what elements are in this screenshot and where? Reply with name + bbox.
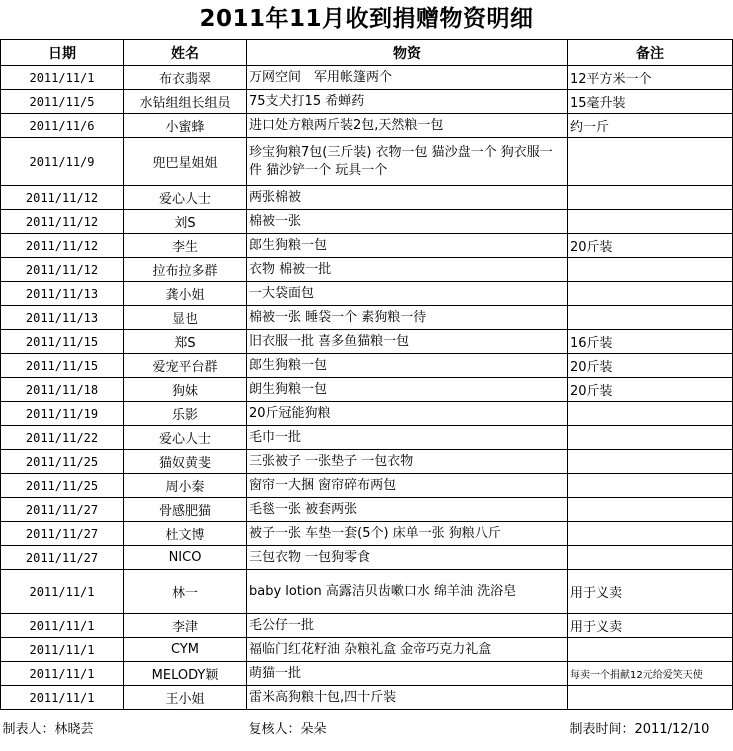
table-row bbox=[1, 450, 733, 474]
table-row bbox=[1, 282, 733, 306]
cell-name[interactable]: NICO bbox=[124, 546, 247, 570]
table-row bbox=[1, 186, 733, 210]
table-row bbox=[1, 546, 733, 570]
footer-date: 制表时间：2011/12/10 bbox=[568, 710, 733, 746]
cell-name[interactable]: 王小姐 bbox=[124, 686, 247, 710]
cell-date[interactable]: 2011/11/12 bbox=[1, 258, 124, 282]
table-row bbox=[1, 662, 733, 686]
table-row bbox=[1, 402, 733, 426]
table-row bbox=[1, 686, 733, 710]
cell-note[interactable] bbox=[568, 402, 733, 426]
cell-note[interactable] bbox=[568, 306, 733, 330]
cell-items[interactable]: 20斤冠能狗粮 bbox=[247, 402, 568, 426]
cell-items[interactable]: 郎生狗粮一包 bbox=[247, 234, 568, 258]
table-row bbox=[1, 90, 733, 114]
cell-date[interactable]: 2011/11/19 bbox=[1, 402, 124, 426]
cell-date[interactable]: 2011/11/25 bbox=[1, 450, 124, 474]
cell-note[interactable] bbox=[568, 498, 733, 522]
cell-note[interactable] bbox=[568, 474, 733, 498]
cell-name[interactable]: 拉布拉多群 bbox=[124, 258, 247, 282]
cell-items[interactable]: 75支犬打15 希蝉药 bbox=[247, 90, 568, 114]
cell-items[interactable]: 福临门红花籽油 杂粮礼盒 金帝巧克力礼盒 bbox=[247, 638, 568, 662]
cell-note[interactable] bbox=[568, 546, 733, 570]
cell-name[interactable]: 林一 bbox=[124, 570, 247, 614]
cell-items[interactable]: 雷米高狗粮十包,四十斤装 bbox=[247, 686, 568, 710]
table-row bbox=[1, 378, 733, 402]
cell-name[interactable]: MELODY颖 bbox=[124, 662, 247, 686]
cell-name[interactable]: 狗妹 bbox=[124, 378, 247, 402]
cell-items[interactable]: 毛毯一张 被套两张 bbox=[247, 498, 568, 522]
footer bbox=[1, 710, 733, 746]
cell-note[interactable]: 用于义卖 bbox=[568, 614, 733, 638]
cell-name[interactable]: 周小秦 bbox=[124, 474, 247, 498]
cell-items[interactable]: 两张棉被 bbox=[247, 186, 568, 210]
table-row bbox=[1, 570, 733, 614]
cell-date[interactable]: 2011/11/1 bbox=[1, 66, 124, 90]
cell-note[interactable]: 16斤装 bbox=[568, 330, 733, 354]
cell-date[interactable]: 2011/11/1 bbox=[1, 686, 124, 710]
cell-items[interactable]: 萌猫一批 bbox=[247, 662, 568, 686]
cell-name[interactable]: 李生 bbox=[124, 234, 247, 258]
header-items[interactable]: 物资 bbox=[247, 40, 568, 66]
cell-note[interactable] bbox=[568, 686, 733, 710]
cell-items[interactable]: 衣物 棉被一批 bbox=[247, 258, 568, 282]
cell-date[interactable]: 2011/11/12 bbox=[1, 210, 124, 234]
cell-name[interactable]: 小蜜蜂 bbox=[124, 114, 247, 138]
cell-name[interactable]: CYM bbox=[124, 638, 247, 662]
footer-maker: 制表人：林晓芸 bbox=[1, 710, 247, 746]
cell-name[interactable]: 骨感肥猫 bbox=[124, 498, 247, 522]
cell-name[interactable]: 杜文博 bbox=[124, 522, 247, 546]
table-row bbox=[1, 474, 733, 498]
cell-note[interactable] bbox=[568, 258, 733, 282]
table-row bbox=[1, 258, 733, 282]
cell-note[interactable]: 15毫升装 bbox=[568, 90, 733, 114]
cell-note[interactable] bbox=[568, 282, 733, 306]
header-name[interactable]: 姓名 bbox=[124, 40, 247, 66]
cell-date[interactable]: 2011/11/5 bbox=[1, 90, 124, 114]
cell-items[interactable]: 被子一张 车垫一套(5个) 床单一张 狗粮八斤 bbox=[247, 522, 568, 546]
cell-date[interactable]: 2011/11/13 bbox=[1, 306, 124, 330]
cell-items[interactable]: 珍宝狗粮7包(三斤装) 衣物一包 猫沙盘一个 狗衣服一件 猫沙铲一个 玩具一个 bbox=[247, 138, 568, 186]
table-row bbox=[1, 66, 733, 90]
cell-items[interactable]: 三张被子 一张垫子 一包衣物 bbox=[247, 450, 568, 474]
table-row bbox=[1, 638, 733, 662]
cell-name[interactable]: 兜巴星姐姐 bbox=[124, 138, 247, 186]
table-row bbox=[1, 354, 733, 378]
table-row bbox=[1, 426, 733, 450]
cell-name[interactable]: 爱心人士 bbox=[124, 426, 247, 450]
table-row bbox=[1, 138, 733, 186]
cell-note[interactable]: 约一斤 bbox=[568, 114, 733, 138]
table-row bbox=[1, 234, 733, 258]
cell-name[interactable]: 水钻组组长组员 bbox=[124, 90, 247, 114]
cell-name[interactable]: 乐影 bbox=[124, 402, 247, 426]
cell-name[interactable]: 李津 bbox=[124, 614, 247, 638]
header-row bbox=[1, 40, 733, 66]
cell-date[interactable]: 2011/11/6 bbox=[1, 114, 124, 138]
cell-note[interactable] bbox=[568, 186, 733, 210]
cell-items[interactable]: 进口处方粮两斤装2包,天然粮一包 bbox=[247, 114, 568, 138]
cell-name[interactable]: 猫奴黄斐 bbox=[124, 450, 247, 474]
cell-date[interactable]: 2011/11/15 bbox=[1, 330, 124, 354]
footer-checker: 复核人：朵朵 bbox=[247, 710, 568, 746]
table-body bbox=[1, 66, 733, 710]
cell-items[interactable]: 毛公仔一批 bbox=[247, 614, 568, 638]
cell-name[interactable]: 郑S bbox=[124, 330, 247, 354]
cell-date[interactable]: 2011/11/12 bbox=[1, 186, 124, 210]
cell-date[interactable]: 2011/11/27 bbox=[1, 546, 124, 570]
table-row bbox=[1, 210, 733, 234]
cell-note[interactable]: 每卖一个捐献12元给爱笑天使 bbox=[568, 662, 733, 686]
table-row bbox=[1, 498, 733, 522]
cell-name[interactable]: 爱宠平台群 bbox=[124, 354, 247, 378]
cell-note[interactable] bbox=[568, 210, 733, 234]
cell-date[interactable]: 2011/11/1 bbox=[1, 662, 124, 686]
cell-items[interactable]: 郎生狗粮一包 bbox=[247, 354, 568, 378]
cell-date[interactable]: 2011/11/25 bbox=[1, 474, 124, 498]
cell-note[interactable] bbox=[568, 522, 733, 546]
cell-note[interactable] bbox=[568, 138, 733, 186]
table-row bbox=[1, 330, 733, 354]
table-row bbox=[1, 522, 733, 546]
cell-note[interactable]: 用于义卖 bbox=[568, 570, 733, 614]
cell-items[interactable]: 棉被一张 bbox=[247, 210, 568, 234]
cell-date[interactable]: 2011/11/27 bbox=[1, 522, 124, 546]
cell-items[interactable]: baby lotion 高露洁贝齿嗽口水 绵羊油 洗浴皂 bbox=[247, 570, 568, 614]
cell-name[interactable]: 爱心人士 bbox=[124, 186, 247, 210]
cell-date[interactable]: 2011/11/13 bbox=[1, 282, 124, 306]
header-note[interactable]: 备注 bbox=[568, 40, 733, 66]
cell-items[interactable]: 旧衣服一批 喜多鱼猫粮一包 bbox=[247, 330, 568, 354]
cell-date[interactable]: 2011/11/1 bbox=[1, 614, 124, 638]
cell-date[interactable]: 2011/11/15 bbox=[1, 354, 124, 378]
donation-table bbox=[0, 39, 733, 746]
cell-note[interactable]: 20斤装 bbox=[568, 378, 733, 402]
cell-items[interactable]: 万网空间 军用帐篷两个 bbox=[247, 66, 568, 90]
cell-items[interactable]: 毛巾一批 bbox=[247, 426, 568, 450]
cell-date[interactable]: 2011/11/1 bbox=[1, 570, 124, 614]
table-row bbox=[1, 614, 733, 638]
table-row bbox=[1, 114, 733, 138]
cell-items[interactable]: 棉被一张 睡袋一个 素狗粮一待 bbox=[247, 306, 568, 330]
cell-date[interactable]: 2011/11/9 bbox=[1, 138, 124, 186]
cell-note[interactable]: 20斤装 bbox=[568, 234, 733, 258]
cell-note[interactable]: 20斤装 bbox=[568, 354, 733, 378]
cell-date[interactable]: 2011/11/12 bbox=[1, 234, 124, 258]
cell-date[interactable]: 2011/11/1 bbox=[1, 638, 124, 662]
cell-note[interactable]: 12平方米一个 bbox=[568, 66, 733, 90]
cell-name[interactable]: 刘S bbox=[124, 210, 247, 234]
header-date[interactable]: 日期 bbox=[1, 40, 124, 66]
cell-date[interactable]: 2011/11/27 bbox=[1, 498, 124, 522]
sheet-title: 2011年11月收到捐赠物资明细 bbox=[199, 6, 534, 32]
cell-name[interactable]: 布衣翡翠 bbox=[124, 66, 247, 90]
cell-note[interactable] bbox=[568, 426, 733, 450]
cell-note[interactable] bbox=[568, 450, 733, 474]
cell-items[interactable]: 朗生狗粮一包 bbox=[247, 378, 568, 402]
cell-items[interactable]: 三包衣物 一包狗零食 bbox=[247, 546, 568, 570]
cell-date[interactable]: 2011/11/22 bbox=[1, 426, 124, 450]
cell-items[interactable]: 窗帘一大捆 窗帘碎布两包 bbox=[247, 474, 568, 498]
cell-name[interactable]: 龚小姐 bbox=[124, 282, 247, 306]
cell-date[interactable]: 2011/11/18 bbox=[1, 378, 124, 402]
cell-name[interactable]: 显也 bbox=[124, 306, 247, 330]
cell-items[interactable]: 一大袋面包 bbox=[247, 282, 568, 306]
table-row bbox=[1, 306, 733, 330]
cell-note[interactable] bbox=[568, 638, 733, 662]
